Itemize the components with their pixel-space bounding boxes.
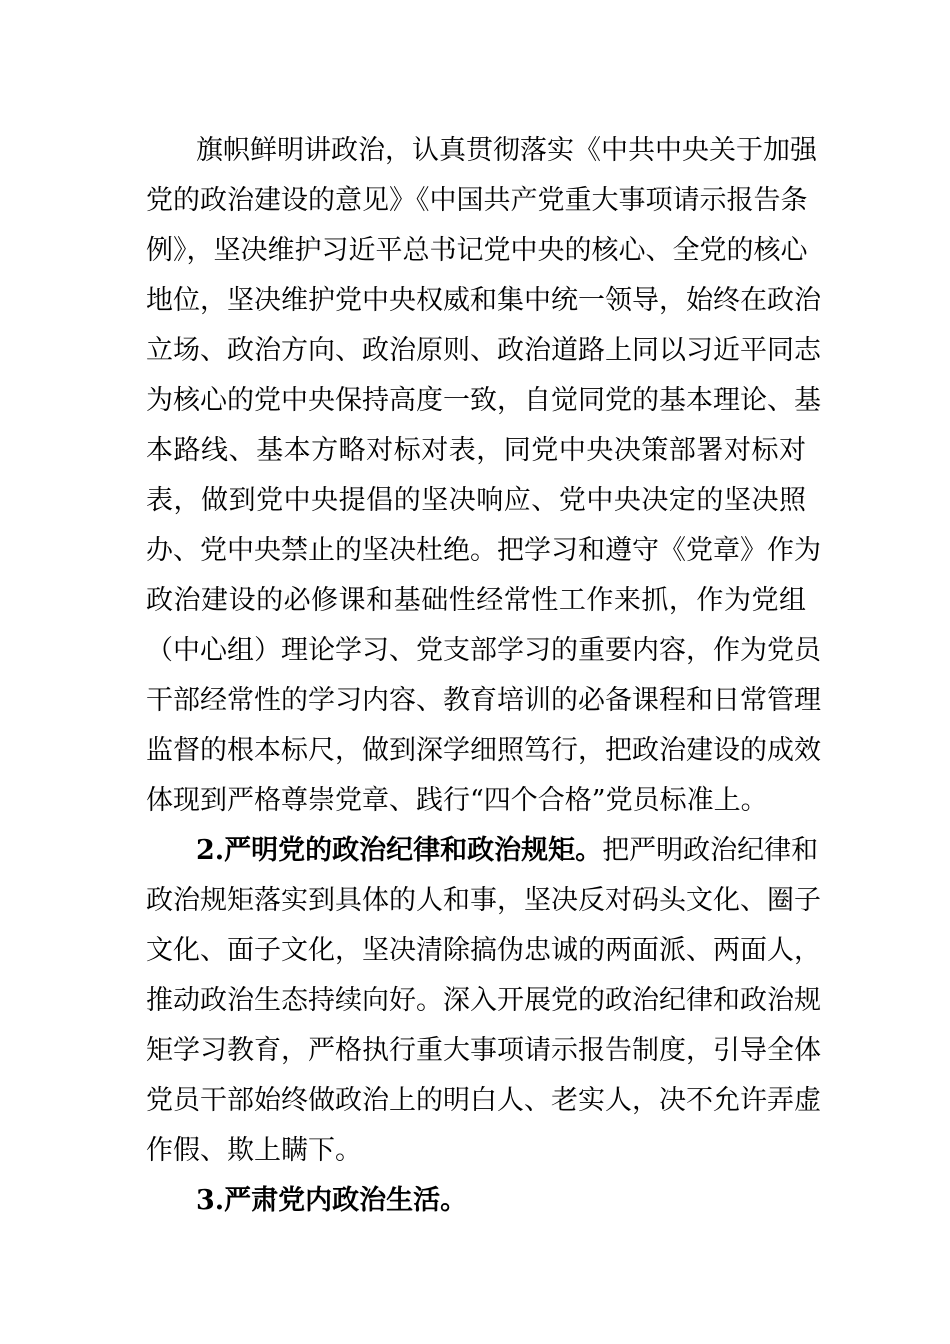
paragraph-1-line-3: 例》，坚决维护习近平总书记党中央的核心、全党的核心	[146, 235, 808, 266]
paragraph-2-line-6: 党员干部始终做政治上的明白人、老实人，决不允许弄虚	[146, 1085, 821, 1116]
paragraph-1-line-8: 表，做到党中央提倡的坚决响应、党中央决定的坚决照	[146, 485, 806, 516]
paragraph-1-line-11: （中心组）理论学习、党支部学习的重要内容，作为党员	[146, 635, 821, 666]
paragraph-2-line-5: 矩学习教育，严格执行重大事项请示报告制度，引导全体	[146, 1035, 821, 1066]
paragraph-1-line-5: 立场、政治方向、政治原则、政治道路上同以习近平同志	[146, 335, 821, 366]
section-heading-2: 2.严明党的政治纪律和政治规矩。	[196, 835, 603, 866]
paragraph-1-line-10: 政治建设的必修课和基础性经常性工作来抓，作为党组	[146, 585, 806, 616]
paragraph-1-line-14: 体现到严格尊崇党章、践行“四个合格”党员标准上。	[146, 785, 768, 816]
paragraph-1-line-13: 监督的根本标尺，做到深学细照笃行，把政治建设的成效	[146, 735, 821, 766]
paragraph-1-line-1: 旗帜鲜明讲政治，认真贯彻落实《中共中央关于加强	[196, 135, 817, 166]
paragraph-2-first-line	[196, 826, 819, 876]
paragraph-1-line-6: 为核心的党中央保持高度一致，自觉同党的基本理论、基	[146, 385, 821, 416]
paragraph-2-line-3: 文化、面子文化，坚决清除搞伪忠诚的两面派、两面人，	[146, 935, 821, 966]
paragraph-1-line-7: 本路线、基本方略对标对表，同党中央决策部署对标对	[146, 435, 806, 466]
paragraph-2-line-1-rest: 把严明政治纪律和	[602, 835, 819, 866]
paragraph-2-line-7: 作假、欺上瞒下。	[146, 1135, 362, 1166]
paragraph-1-line-2: 党的政治建设的意见》《中国共产党重大事项请示报告条	[146, 185, 808, 216]
paragraph-2-line-4: 推动政治生态持续向好。深入开展党的政治纪律和政治规	[146, 985, 821, 1016]
section-heading-3: 3.严肃党内政治生活。	[196, 1185, 468, 1216]
paragraph-2-line-2: 政治规矩落实到具体的人和事，坚决反对码头文化、圈子	[146, 885, 821, 916]
paragraph-1-line-12: 干部经常性的学习内容、教育培训的必备课程和日常管理	[146, 685, 821, 716]
paragraph-1-line-4: 地位，坚决维护党中央权威和集中统一领导，始终在政治	[146, 285, 821, 316]
paragraph-1-line-9: 办、党中央禁止的坚决杜绝。把学习和遵守《党章》作为	[146, 535, 821, 566]
